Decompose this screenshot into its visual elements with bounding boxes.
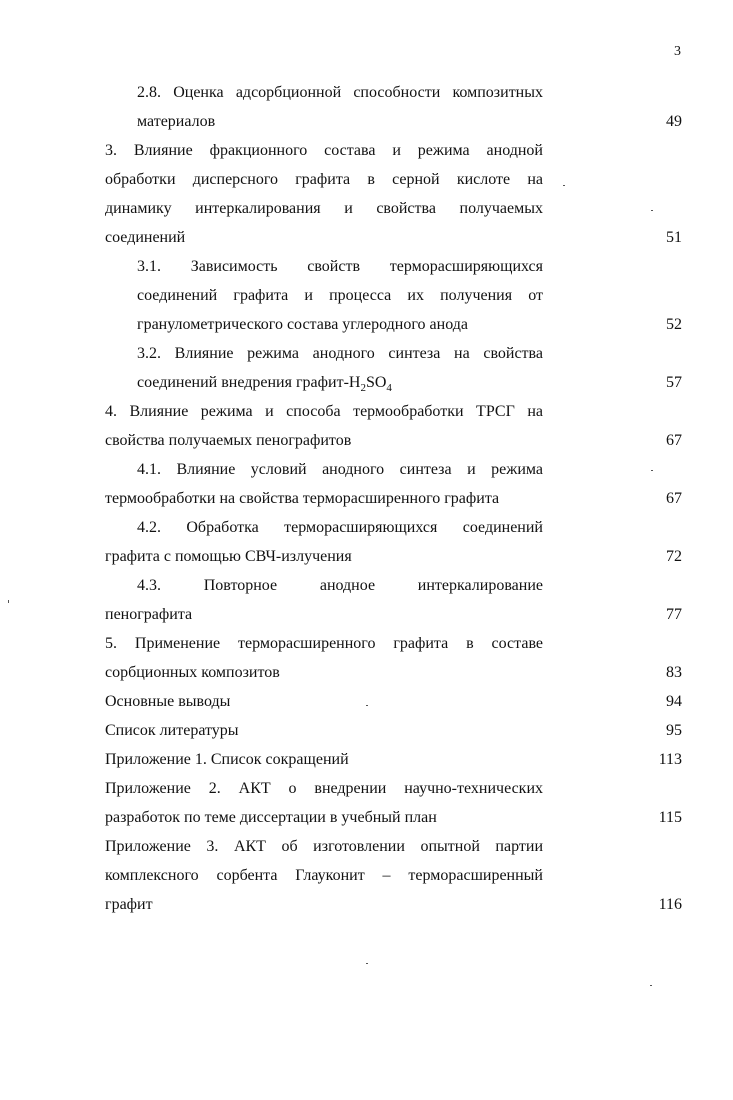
- toc-line: Приложение 3. АКТ об изготовлении опытной партии: [105, 838, 543, 855]
- scan-speck: [650, 985, 652, 986]
- toc-line: материалов: [137, 113, 216, 130]
- toc-line: 4. Влияние режима и способа термообработки ТРСГ на: [105, 403, 543, 420]
- toc-line: графит: [105, 896, 153, 913]
- toc-line: 5. Применение терморасширенного графита в составе: [105, 635, 543, 652]
- scan-speck: [651, 210, 653, 211]
- scan-speck: [563, 185, 565, 186]
- toc-line: 3.1. Зависимость свойств терморасширяющихся: [137, 258, 543, 275]
- toc-line: пенографита: [105, 606, 193, 623]
- toc-line: 4.2. Обработка терморасширяющихся соединений: [137, 519, 543, 536]
- toc-line: соединений графита и процесса их получения от: [137, 287, 543, 304]
- toc-page-number: 72: [666, 548, 682, 565]
- toc-page-number: 116: [658, 896, 682, 913]
- subscript: 2: [360, 382, 366, 395]
- toc-line: свойства получаемых пенографитов: [105, 432, 352, 449]
- toc-page-number: 95: [666, 722, 682, 739]
- toc-page-number: 57: [666, 374, 682, 391]
- toc-line: сорбционных композитов: [105, 664, 280, 681]
- toc-line: соединений: [105, 229, 186, 246]
- scan-speck: [366, 963, 368, 964]
- page-number: 3: [674, 44, 681, 59]
- toc-line: динамику интеркалирования и свойства получаемых: [105, 200, 543, 217]
- toc-line-text: соединений внедрения графит-H: [137, 374, 361, 391]
- toc-line: 3.2. Влияние режима анодного синтеза на свойства: [137, 345, 543, 362]
- toc-line: Приложение 2. АКТ о внедрении научно-технических: [105, 780, 543, 797]
- toc-page-number: 51: [666, 229, 682, 246]
- subscript: 4: [386, 382, 392, 395]
- toc-line: разработок по теме диссертации в учебный план: [105, 809, 437, 826]
- toc-line: обработки дисперсного графита в серной кислоте на: [105, 171, 543, 188]
- toc-line: 4.3. Повторное анодное интеркалирование: [137, 577, 543, 594]
- toc-line: Приложение 1. Список сокращений: [105, 751, 349, 768]
- scan-speck: [651, 470, 653, 471]
- toc-line: комплексного сорбента Глауконит – терморасширенный: [105, 867, 543, 884]
- toc-line: термообработки на свойства терморасширенного графита: [105, 490, 500, 507]
- toc-page-number: 52: [666, 316, 682, 333]
- toc-line: Список литературы: [105, 722, 239, 739]
- toc-page-number: 67: [666, 432, 682, 449]
- toc-line: 2.8. Оценка адсорбционной способности композитных: [137, 84, 543, 101]
- toc-line-formula: [137, 373, 392, 393]
- toc-line: 3. Влияние фракционного состава и режима анодной: [105, 142, 543, 159]
- toc-page-number: 113: [658, 751, 682, 768]
- toc-line-text: SO: [365, 374, 387, 391]
- toc-page-number: 67: [666, 490, 682, 507]
- toc-page-number: 94: [666, 693, 682, 710]
- toc-page-number: 115: [658, 809, 682, 826]
- toc-line: гранулометрического состава углеродного анода: [137, 316, 468, 333]
- toc-line: 4.1. Влияние условий анодного синтеза и режима: [137, 461, 543, 478]
- toc-line: Основные выводы: [105, 693, 231, 710]
- toc-page-number: 83: [666, 664, 682, 681]
- scan-speck: [8, 600, 9, 603]
- scan-speck: [366, 705, 368, 706]
- toc-page-number: 77: [666, 606, 682, 623]
- toc-line: графита с помощью СВЧ-излучения: [105, 548, 352, 565]
- toc-page-number: 49: [666, 113, 682, 130]
